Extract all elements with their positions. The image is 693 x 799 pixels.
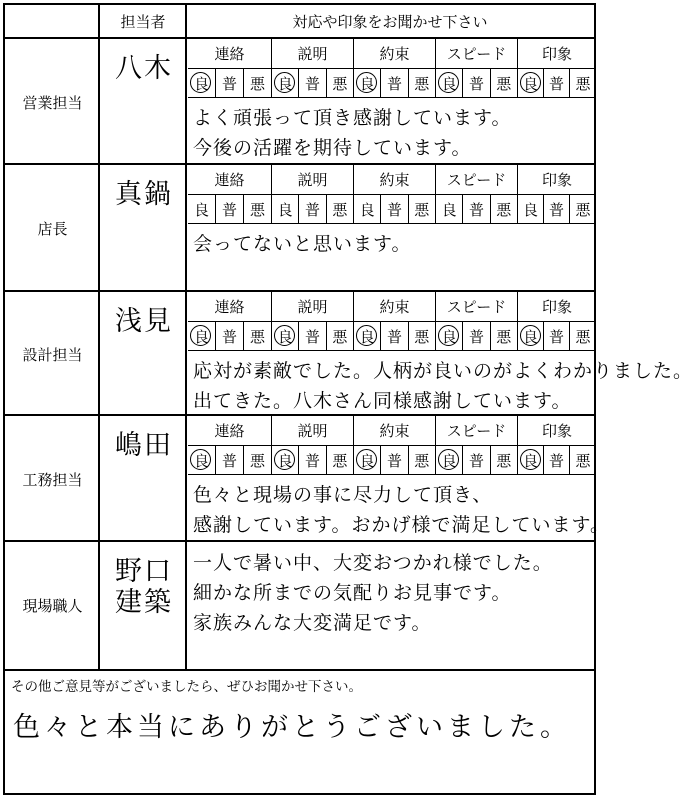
rating-option-average[interactable]: 普: [216, 195, 244, 223]
rating-option-average[interactable]: 普: [216, 446, 244, 474]
category-label: 約束: [354, 165, 436, 194]
rating-option-average[interactable]: 普: [544, 69, 570, 97]
row-person-name: 八木: [115, 53, 173, 85]
rating-option-good[interactable]: 良: [272, 195, 299, 223]
rating-option-bad[interactable]: 悪: [244, 322, 272, 350]
rating-option-good[interactable]: 良: [188, 446, 216, 474]
rating-option-good[interactable]: 良: [354, 446, 381, 474]
rating-option-average[interactable]: 普: [463, 322, 490, 350]
rating-option-average[interactable]: 普: [463, 446, 490, 474]
category-label: 印象: [541, 422, 572, 440]
rating-option-average[interactable]: 普: [544, 195, 570, 223]
rating-option-bad[interactable]: 悪: [327, 322, 354, 350]
rating-option-good[interactable]: 良: [518, 69, 544, 97]
rating-option-bad[interactable]: 悪: [409, 322, 436, 350]
rating-option-average[interactable]: 普: [544, 322, 570, 350]
rating-option-good[interactable]: 良: [188, 195, 216, 223]
rating-option-average[interactable]: 普: [216, 69, 244, 97]
category-label: スピード: [436, 416, 518, 445]
category-label: 印象: [541, 171, 572, 189]
category-label: 連絡: [188, 292, 272, 321]
category-header-row: [188, 39, 596, 68]
rating-row: [188, 445, 596, 475]
category-label: 説明: [272, 39, 354, 68]
divider-footer: [5, 669, 594, 671]
category-header-row: [188, 292, 596, 321]
rating-option-average[interactable]: 普: [463, 69, 490, 97]
footer-comment: 色々と本当にありがとうございました。: [13, 712, 571, 743]
row-comment-line: 出てきた。八木さん同様感謝しています。: [193, 390, 572, 412]
rating-row: [188, 68, 596, 98]
rating-option-bad[interactable]: 悪: [244, 195, 272, 223]
footer-label: その他ご意見等がございましたら、ぜひお聞かせ下さい。: [11, 679, 362, 695]
category-label: 説明: [272, 416, 354, 445]
rating-option-average[interactable]: 普: [544, 446, 570, 474]
rating-option-good[interactable]: 良: [272, 69, 299, 97]
category-label: 印象: [541, 45, 572, 63]
category-label: 連絡: [188, 165, 272, 194]
category-label: スピード: [436, 165, 518, 194]
row-comment-line: 今後の活躍を期待しています。: [193, 137, 472, 159]
rating-option-bad[interactable]: 悪: [409, 446, 436, 474]
category-label: スピード: [436, 39, 518, 68]
rating-option-bad[interactable]: 悪: [575, 327, 591, 346]
row-comment-line: 応対が素敵でした。人柄が良いのがよくわかりました。: [193, 360, 693, 382]
rating-option-good[interactable]: 良: [188, 69, 216, 97]
row-role: 営業担当: [22, 93, 83, 112]
category-label: 連絡: [188, 39, 272, 68]
rating-option-average[interactable]: 普: [299, 322, 326, 350]
rating-option-bad[interactable]: 悪: [327, 69, 354, 97]
row-comment-line: 感謝しています。おかげ様で満足しています。: [193, 514, 610, 536]
rating-option-average[interactable]: 普: [216, 322, 244, 350]
rating-option-good[interactable]: 良: [436, 69, 463, 97]
rating-option-average[interactable]: 普: [381, 446, 408, 474]
category-label: 説明: [272, 292, 354, 321]
rating-option-good[interactable]: 良: [518, 195, 544, 223]
rating-option-good[interactable]: 良: [272, 322, 299, 350]
category-label: 約束: [354, 416, 436, 445]
rating-option-average[interactable]: 普: [381, 322, 408, 350]
category-label: 連絡: [188, 416, 272, 445]
rating-option-average[interactable]: 普: [299, 195, 326, 223]
rating-option-bad[interactable]: 悪: [491, 69, 518, 97]
rating-option-good[interactable]: 良: [188, 322, 216, 350]
rating-option-average[interactable]: 普: [299, 446, 326, 474]
row-person-name: 嶋田: [115, 430, 173, 462]
row-role: 店長: [37, 220, 68, 238]
category-label: 約束: [354, 39, 436, 68]
rating-option-bad[interactable]: 悪: [244, 446, 272, 474]
rating-option-bad[interactable]: 悪: [491, 195, 518, 223]
rating-option-bad[interactable]: 悪: [244, 69, 272, 97]
rating-option-bad[interactable]: 悪: [491, 446, 518, 474]
category-header-row: [188, 416, 596, 445]
category-label: 約束: [354, 292, 436, 321]
rating-option-bad[interactable]: 悪: [491, 322, 518, 350]
rating-option-bad[interactable]: 悪: [409, 69, 436, 97]
header-blank-cell: [5, 5, 100, 39]
row-comment-line: 細かな所までの気配りお見事です。: [193, 582, 512, 604]
rating-option-good[interactable]: 良: [354, 69, 381, 97]
row-comment-line: 色々と現場の事に尽力して頂き、: [193, 484, 493, 506]
category-header-row: [188, 165, 596, 194]
row-role: 設計担当: [22, 345, 83, 364]
rating-option-good[interactable]: 良: [354, 195, 381, 223]
row-role: 現場職人: [22, 597, 83, 615]
rating-option-bad[interactable]: 悪: [327, 195, 354, 223]
rating-option-good[interactable]: 良: [272, 446, 299, 474]
header-person-col: 担当者: [100, 5, 186, 39]
rating-option-average[interactable]: 普: [299, 69, 326, 97]
row-comment-line: 家族みんな大変満足です。: [193, 612, 432, 634]
survey-sheet: [3, 3, 693, 795]
rating-option-bad[interactable]: 悪: [575, 74, 591, 93]
rating-option-good[interactable]: 良: [436, 446, 463, 474]
rating-option-good[interactable]: 良: [436, 195, 463, 223]
category-label: 説明: [272, 165, 354, 194]
row-person-name: 野口建築: [115, 555, 173, 618]
rating-option-good[interactable]: 良: [436, 322, 463, 350]
row-role: 工務担当: [22, 470, 83, 489]
rating-option-bad[interactable]: 悪: [327, 446, 354, 474]
header-rating-col: 対応や印象をお聞かせ下さい: [186, 5, 594, 39]
rating-option-good[interactable]: 良: [354, 322, 381, 350]
rating-option-bad[interactable]: 悪: [575, 200, 591, 219]
rating-option-average[interactable]: 普: [381, 69, 408, 97]
row-comment-line: 一人で暑い中、大変おつかれ様でした。: [193, 552, 553, 574]
rating-option-good[interactable]: 良: [518, 446, 544, 474]
row-comment-line: 会ってないと思います。: [193, 233, 412, 255]
category-label: スピード: [436, 292, 518, 321]
row-person-name: 真鍋: [115, 179, 173, 211]
row-comment-line: よく頑張って頂き感謝しています。: [193, 107, 512, 129]
rating-option-bad[interactable]: 悪: [575, 451, 591, 470]
rating-option-bad[interactable]: 悪: [409, 195, 436, 223]
rating-row: [188, 194, 596, 224]
row-person-name: 浅見: [115, 306, 173, 338]
rating-option-average[interactable]: 普: [463, 195, 490, 223]
rating-row: [188, 321, 596, 351]
rating-option-average[interactable]: 普: [381, 195, 408, 223]
category-label: 印象: [541, 298, 572, 316]
rating-option-good[interactable]: 良: [518, 322, 544, 350]
